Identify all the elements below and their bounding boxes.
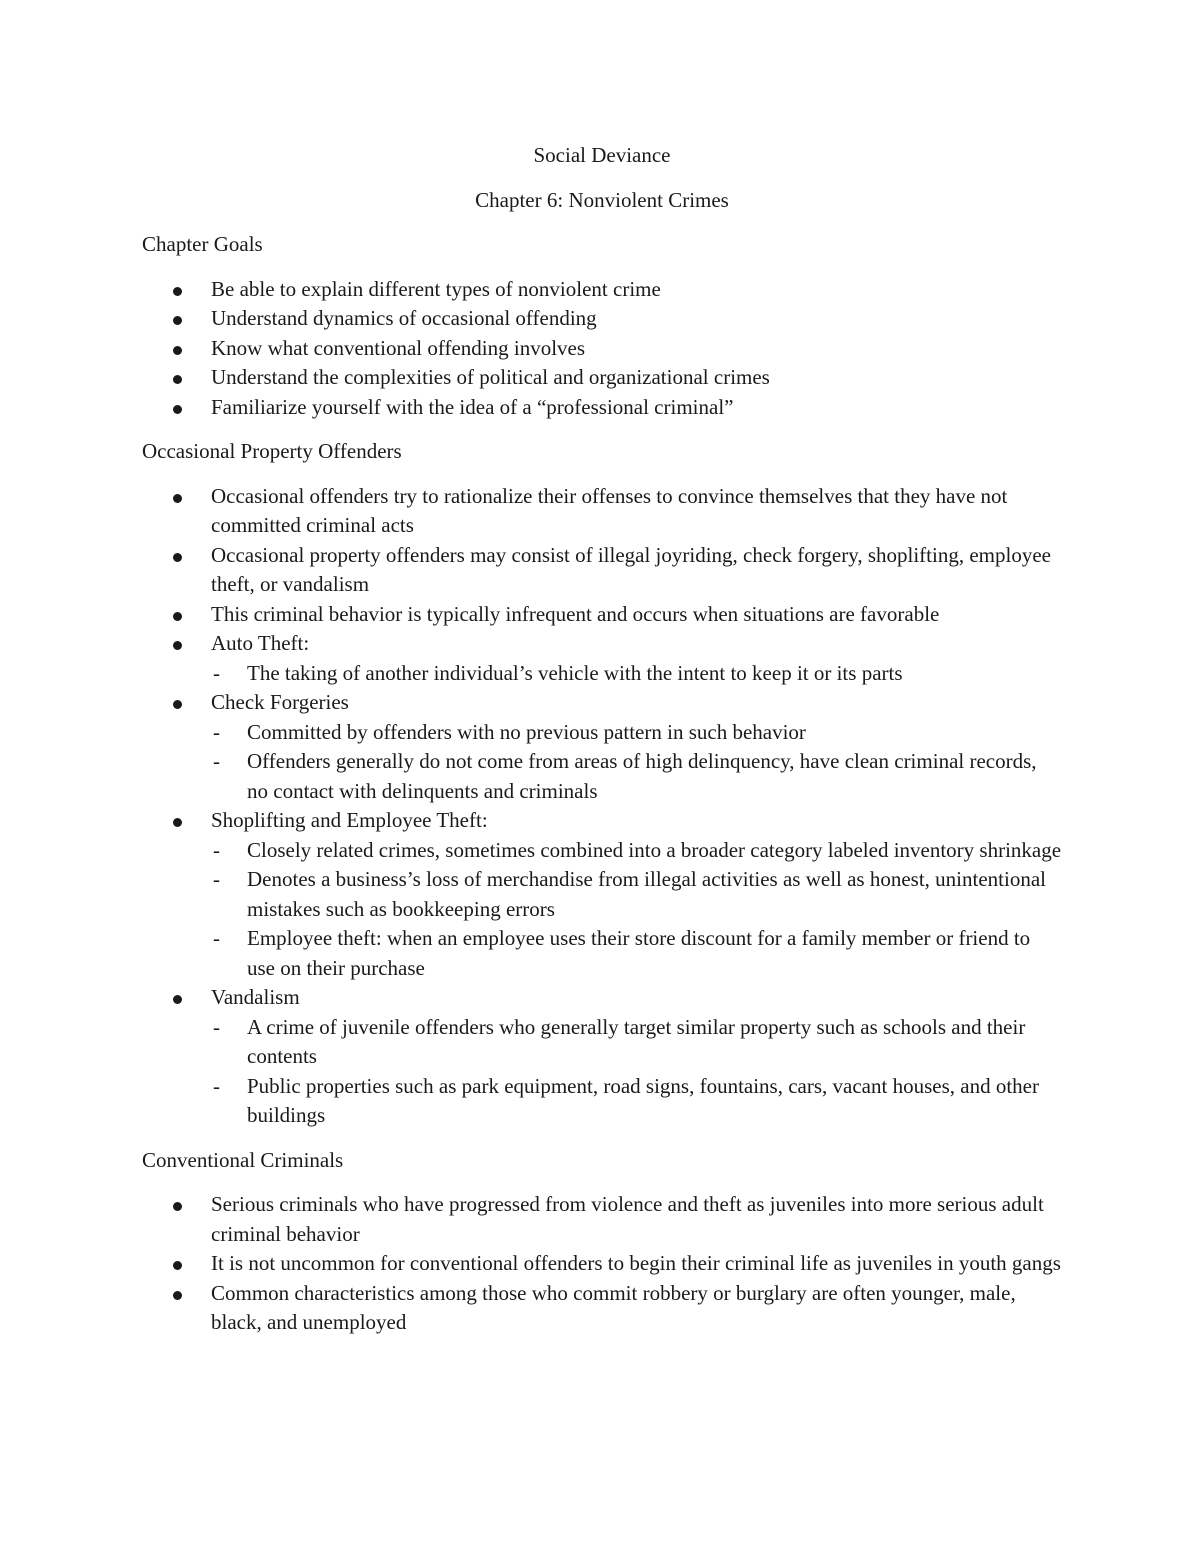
sub-list-item	[211, 924, 1062, 983]
list-item	[142, 1249, 1062, 1279]
list-item-text: Common characteristics among those who commit robbery or burglary are often younger, male, black, and unemployed	[211, 1280, 1016, 1334]
chapter-title: Chapter 6: Nonviolent Crimes	[475, 187, 729, 212]
dash-icon: -	[213, 749, 220, 773]
sub-list-item-text: Closely related crimes, sometimes combined into a broader category labeled inventory shrinkage	[247, 837, 1062, 862]
list-item-text: Occasional property offenders may consist of illegal joyriding, check forgery, shoplifting, employee theft, or vandalism	[211, 542, 1051, 596]
section-heading: Chapter Goals	[142, 232, 263, 256]
bullet-icon	[173, 1202, 182, 1211]
bullet-list	[142, 482, 1062, 1131]
list-item	[142, 1279, 1062, 1338]
sub-list-item	[211, 836, 1062, 866]
dash-icon: -	[213, 926, 220, 950]
bullet-icon	[173, 346, 182, 355]
list-item-text: Shoplifting and Employee Theft:	[211, 808, 488, 832]
list-item	[142, 629, 1062, 688]
document-body	[142, 141, 1062, 1353]
section-heading: Conventional Criminals	[142, 1147, 344, 1172]
list-item-text: Check Forgeries	[211, 690, 349, 714]
bullet-icon	[173, 375, 182, 384]
bullet-icon	[173, 1291, 182, 1300]
bullet-icon	[173, 700, 182, 709]
dash-icon: -	[213, 1014, 220, 1039]
sub-list-item-text: Denotes a business’s loss of merchandise from illegal activities as well as honest, unintentional mistakes such as bookkeeping errors	[247, 867, 1046, 921]
sub-list-item-text: Committed by offenders with no previous pattern in such behavior	[247, 719, 806, 744]
bullet-icon	[173, 1261, 182, 1270]
bullet-list	[142, 1190, 1062, 1338]
sections-container	[142, 230, 1062, 1338]
bullet-icon	[173, 316, 182, 325]
bullet-icon	[173, 553, 182, 562]
bullet-icon	[173, 995, 182, 1004]
sub-list-item	[211, 1013, 1062, 1072]
sub-list-item-text: A crime of juvenile offenders who generally target similar property such as schools and their contents	[247, 1014, 1026, 1068]
dash-icon: -	[213, 837, 220, 862]
sub-list-item	[211, 865, 1062, 924]
list-item	[142, 983, 1062, 1131]
list-item-text: Understand the complexities of political and organizational crimes	[211, 365, 770, 389]
list-item	[142, 482, 1062, 541]
list-item	[142, 363, 1062, 393]
list-item	[142, 806, 1062, 983]
list-item-text: Serious criminals who have progressed from violence and theft as juveniles into more serious adult criminal behavior	[211, 1192, 1044, 1246]
list-item-text: Understand dynamics of occasional offending	[211, 306, 597, 330]
sub-list	[211, 718, 1062, 807]
bullet-icon	[173, 818, 182, 827]
section-heading: Occasional Property Offenders	[142, 439, 402, 463]
sub-list-item-text: Employee theft: when an employee uses their store discount for a family member or friend to use on their purchase	[247, 926, 1031, 980]
list-item	[142, 334, 1062, 364]
list-item	[142, 600, 1062, 630]
list-item-text: Auto Theft:	[211, 631, 310, 655]
sub-list-item	[211, 718, 1062, 748]
sub-list-item-text: Offenders generally do not come from areas of high delinquency, have clean criminal records, no contact with delinquents and criminals	[247, 749, 1037, 803]
list-item-text: Familiarize yourself with the idea of a “professional criminal”	[211, 394, 734, 419]
list-item	[142, 304, 1062, 334]
document-title: Social Deviance	[533, 143, 671, 167]
sub-list-item-text: Public properties such as park equipment, road signs, fountains, cars, vacant houses, and other buildings	[247, 1073, 1039, 1127]
list-item	[142, 393, 1062, 423]
sub-list	[211, 836, 1062, 984]
bullet-icon	[173, 287, 182, 296]
list-item-text: Occasional offenders try to rationalize their offenses to convince themselves that they have not committed criminal acts	[211, 483, 1008, 537]
list-item-text: Know what conventional offending involves	[211, 335, 586, 360]
sub-list-item	[211, 1072, 1062, 1131]
list-item-text: This criminal behavior is typically infrequent and occurs when situations are favorable	[211, 601, 940, 626]
list-item	[142, 541, 1062, 600]
dash-icon: -	[213, 660, 220, 685]
list-item	[142, 688, 1062, 806]
list-item-text: It is not uncommon for conventional offenders to begin their criminal life as juveniles in youth gangs	[211, 1251, 1061, 1275]
bullet-icon	[173, 405, 182, 414]
bullet-list	[142, 275, 1062, 423]
sub-list	[211, 659, 1062, 689]
dash-icon: -	[213, 719, 220, 744]
dash-icon: -	[213, 867, 220, 891]
list-item	[142, 1190, 1062, 1249]
list-item	[142, 275, 1062, 305]
sub-list-item-text: The taking of another individual’s vehicle with the intent to keep it or its parts	[247, 660, 903, 685]
bullet-icon	[173, 494, 182, 503]
sub-list-item	[211, 659, 1062, 689]
dash-icon: -	[213, 1073, 220, 1098]
bullet-icon	[173, 641, 182, 650]
bullet-icon	[173, 612, 182, 621]
list-item-text: Be able to explain different types of nonviolent crime	[211, 276, 661, 301]
list-item-text: Vandalism	[211, 985, 300, 1009]
sub-list-item	[211, 747, 1062, 806]
sub-list	[211, 1013, 1062, 1131]
